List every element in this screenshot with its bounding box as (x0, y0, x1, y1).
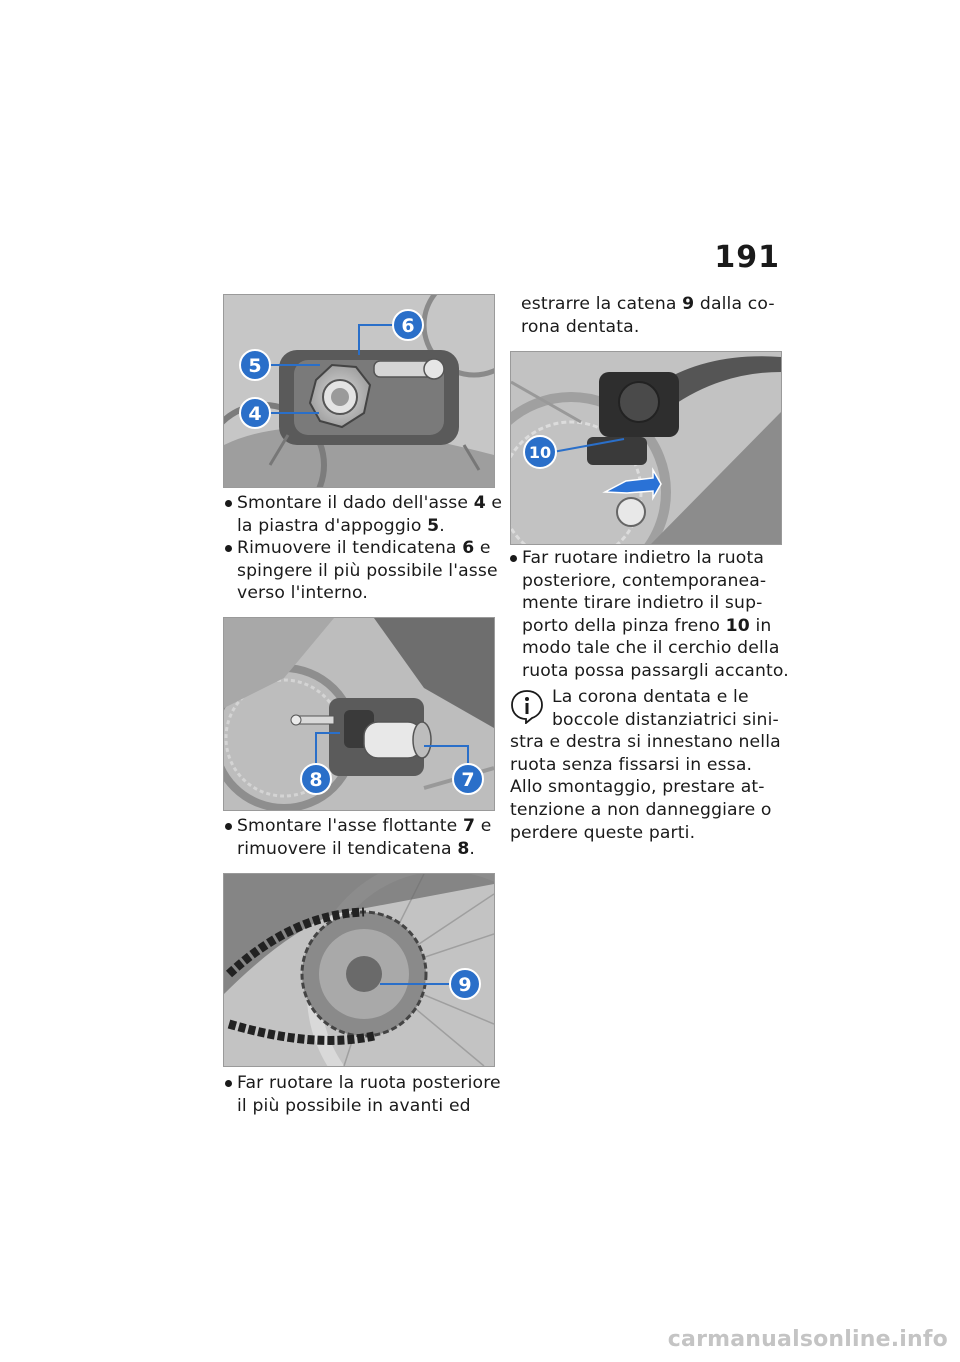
callout-10: 10 (528, 443, 552, 462)
callout-4: 4 (248, 403, 262, 425)
bullet-dot (225, 823, 232, 830)
step-rotate-wheel-backward: Far ruotare indietro la ruota posteriore, contemporanea- mente tirare indietro il sup- porto della pinza freno 10 in modo tale che il cerchio della ruota possa passargli accanto. (510, 547, 790, 683)
figure-floating-axle (223, 617, 495, 811)
callout-9: 9 (458, 974, 472, 996)
page-number: 191 (714, 240, 780, 275)
note-sprocket-bushings: La corona dentata e le boccole distanziatrici sini- stra e destra si innestano nella ruota senza fissarsi in essa. Allo smontaggio, prestare at- tenzione a non danneggiare o perdere queste parti. (510, 687, 781, 843)
callout-8: 8 (309, 769, 323, 791)
step-remove-floating-axle: Smontare l'asse flottante 7 e rimuovere il tendicatena 8. (225, 815, 495, 860)
step-rotate-wheel-forward: Far ruotare la ruota posteriore il più possibile in avanti ed (225, 1072, 495, 1117)
figure-brake-caliper (510, 351, 782, 545)
bullet-dot (225, 500, 232, 507)
figure-axle-nut (223, 294, 495, 488)
footer-watermark: carmanualsonline.info (667, 1327, 948, 1352)
bullet-dot (225, 545, 232, 552)
callout-6: 6 (401, 315, 415, 337)
callout-7: 7 (461, 769, 475, 791)
step-continuation: estrarre la catena 9 dalla co- rona dentata. (521, 294, 775, 337)
step-remove-axle-nut: Smontare il dado dell'asse 4 e la piastra d'appoggio 5. Rimuovere il tendicatena 6 e spingere il più possibile l'asse verso l'interno. (225, 492, 495, 605)
bullet-dot (225, 1080, 232, 1087)
figure-chain-sprocket (223, 873, 495, 1067)
bullet-dot (510, 555, 517, 562)
callout-5: 5 (248, 355, 262, 377)
